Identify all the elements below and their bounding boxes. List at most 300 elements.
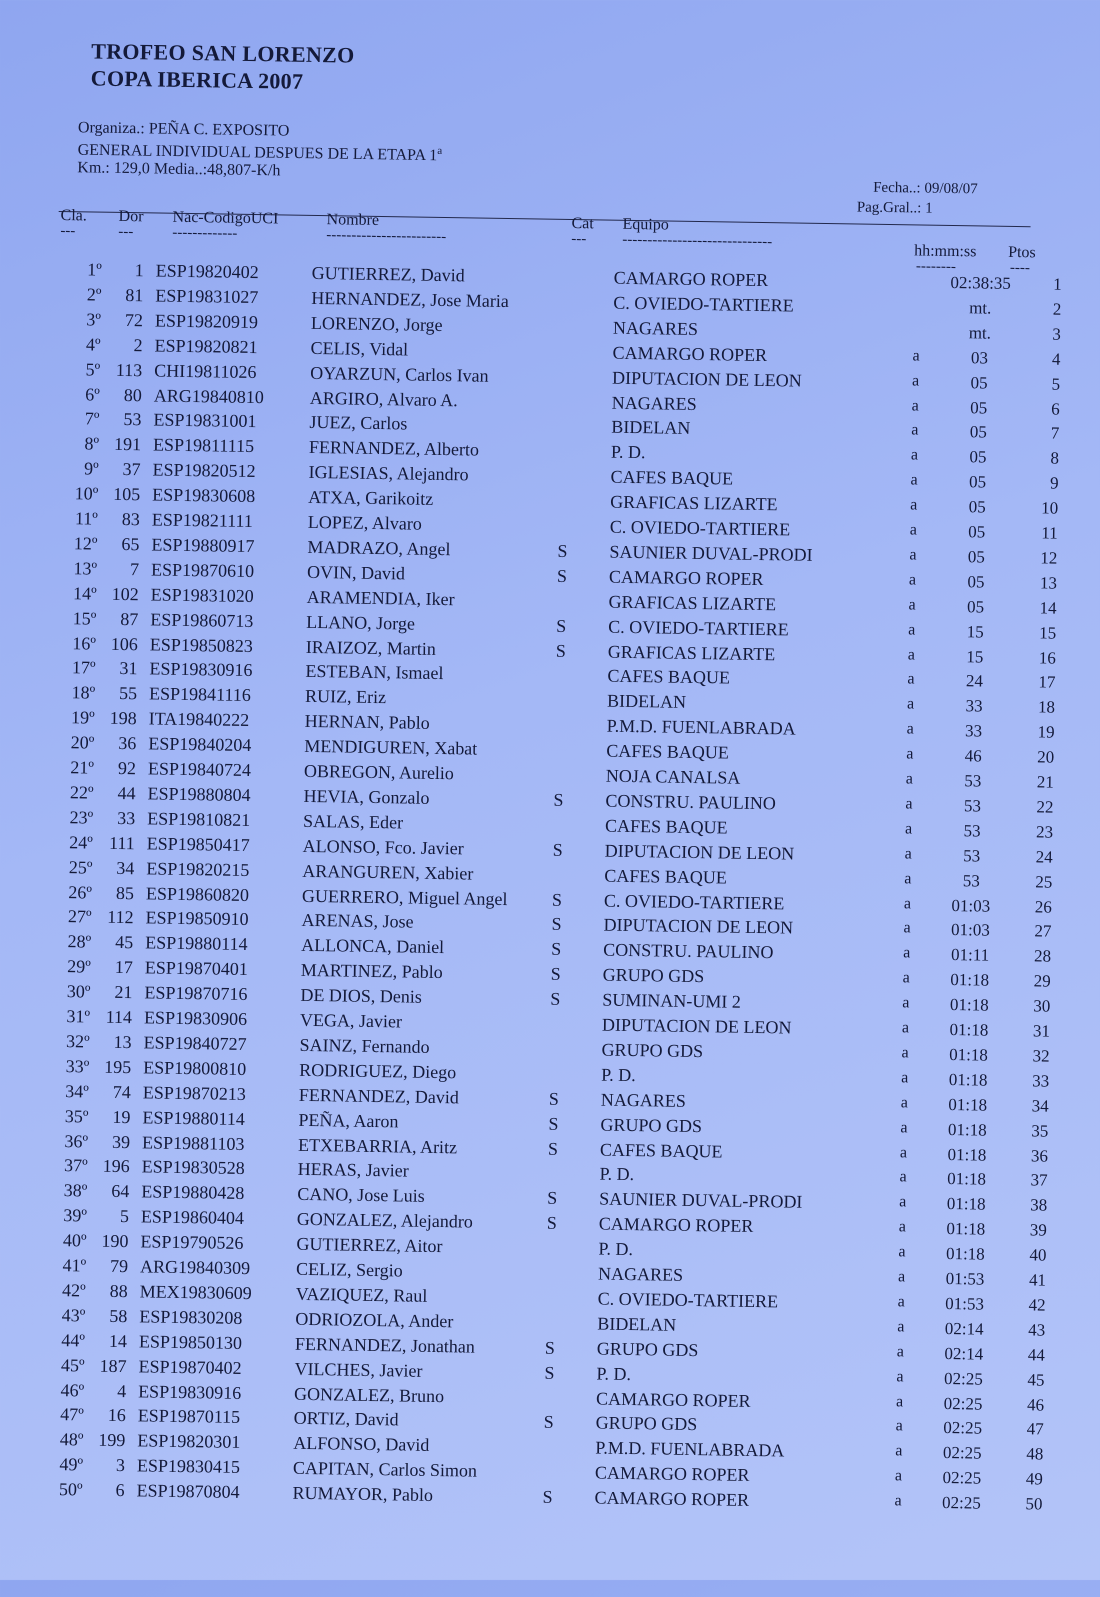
cell-bib: 198	[109, 708, 137, 729]
cell-team: P. D.	[596, 1363, 632, 1384]
cell-bib: 74	[112, 1081, 132, 1102]
cell-points: 4	[1051, 349, 1061, 369]
cell-team: GRUPO GDS	[602, 964, 705, 987]
cell-gap-marker: a	[901, 1069, 909, 1087]
cell-team: P.M.D. FUENLABRADA	[606, 715, 796, 739]
cell-team: DIPUTACION DE LEON	[603, 914, 794, 938]
cell-bib: 53	[123, 409, 142, 430]
cell-category: S	[551, 889, 563, 910]
cell-bib: 64	[111, 1181, 130, 1202]
cell-points: 8	[1050, 448, 1060, 468]
cell-category: S	[552, 839, 563, 860]
cell-points: 34	[1031, 1096, 1049, 1116]
cell-points: 25	[1035, 871, 1053, 892]
cell-bib: 19	[112, 1106, 131, 1127]
cell-rider-name: IGLESIAS, Alejandro	[308, 462, 469, 485]
cell-bib: 187	[99, 1355, 127, 1376]
cell-gap-marker: a	[910, 471, 918, 489]
cell-gap-marker: a	[900, 1093, 909, 1112]
cell-category: S	[551, 939, 562, 960]
cell-rider-name: CAPITAN, Carlos Simon	[292, 1457, 478, 1481]
cell-points: 13	[1039, 573, 1058, 593]
cell-bib: 199	[98, 1430, 126, 1451]
header-pts: Ptos	[1008, 243, 1036, 262]
cell-team: DIPUTACION DE LEON	[611, 367, 802, 391]
cell-position: 29º	[67, 956, 91, 977]
cell-time: 46	[964, 746, 982, 766]
cell-team: BIDELAN	[597, 1313, 677, 1335]
cell-bib: 36	[118, 733, 137, 754]
cell-bib: 37	[122, 459, 141, 480]
cell-bib: 191	[113, 434, 142, 455]
cell-rider-name: LOPEZ, Alvaro	[307, 511, 422, 534]
cell-bib: 3	[115, 1455, 126, 1476]
cell-position: 16º	[72, 632, 97, 654]
cell-team: CAFES BAQUE	[607, 666, 731, 688]
header-dash: -------------	[172, 224, 238, 242]
cell-time: 15	[966, 646, 984, 667]
cell-time: 02:25	[943, 1393, 983, 1414]
cell-uci-code: ESP19880917	[151, 534, 255, 556]
cell-uci-code: ESP19880428	[141, 1181, 245, 1204]
cell-rider-name: OVIN, David	[306, 561, 406, 584]
cell-points: 24	[1035, 847, 1053, 867]
cell-rider-name: MARTINEZ, Pablo	[300, 960, 443, 983]
cell-rider-name: ATXA, Garikoitz	[308, 486, 434, 509]
cell-gap-marker: a	[895, 1417, 903, 1435]
cell-points: 7	[1050, 423, 1060, 444]
cell-gap-marker: a	[900, 1118, 908, 1136]
cell-points: 47	[1026, 1419, 1044, 1439]
cell-position: 23º	[69, 806, 94, 828]
cell-gap-marker: a	[912, 347, 920, 365]
cell-points: 11	[1041, 523, 1058, 543]
cell-bib: 81	[125, 284, 144, 306]
cell-time: 01:53	[945, 1293, 985, 1314]
cell-rider-name: LLANO, Jorge	[306, 611, 416, 634]
cell-team: CAMARGO ROPER	[612, 342, 768, 365]
cell-rider-name: ARGIRO, Alvaro A.	[309, 387, 458, 410]
cell-position: 25º	[68, 856, 93, 878]
cell-team: CAFES BAQUE	[604, 815, 728, 838]
cell-gap-marker: a	[910, 446, 919, 464]
cell-time: 01:18	[947, 1144, 987, 1165]
cell-position: 11º	[74, 508, 99, 529]
cell-uci-code: ESP19870115	[137, 1405, 241, 1428]
cell-gap-marker: a	[908, 620, 916, 639]
cell-uci-code: ESP19860713	[150, 609, 254, 631]
cell-rider-name: FERNANDEZ, Jonathan	[294, 1333, 476, 1357]
cell-team: CONSTRU. PAULINO	[605, 790, 776, 814]
cell-gap-marker: a	[908, 596, 916, 614]
cell-team: CONSTRU. PAULINO	[602, 939, 774, 963]
cell-bib: 55	[118, 683, 138, 704]
cell-bib: 1	[134, 260, 144, 281]
cell-points: 26	[1034, 896, 1053, 917]
cell-team: GRUPO GDS	[601, 1039, 704, 1062]
cell-time: 05	[966, 596, 985, 617]
cell-position: 20º	[70, 732, 95, 753]
cell-gap-marker: a	[902, 994, 910, 1012]
cell-rider-name: CELIS, Vidal	[310, 337, 409, 360]
cell-bib: 195	[104, 1056, 132, 1077]
header-cat: Cat	[571, 215, 594, 233]
cell-uci-code: ESP19870402	[138, 1355, 242, 1378]
cell-uci-code: ESP19860404	[140, 1206, 245, 1229]
cell-uci-code: ESP19830906	[143, 1007, 248, 1030]
cell-position: 36º	[64, 1130, 89, 1152]
cell-time: 01:18	[950, 970, 990, 990]
cell-team: GRAFICAS LIZARTE	[610, 491, 778, 515]
cell-time: 05	[969, 422, 987, 442]
cell-points: 38	[1030, 1195, 1048, 1215]
cell-team: C. OVIEDO-TARTIERE	[603, 890, 785, 913]
cell-time: 05	[967, 547, 986, 567]
cell-bib: 31	[119, 658, 138, 679]
cell-rider-name: ALFONSO, David	[293, 1433, 430, 1456]
cell-team: GRAFICAS LIZARTE	[608, 591, 777, 614]
cell-team: SAUNIER DUVAL-PRODI	[599, 1188, 803, 1213]
cell-gap-marker: a	[906, 720, 914, 738]
cell-gap-marker: a	[898, 1243, 906, 1261]
cell-category: S	[546, 1212, 558, 1234]
cell-time: 01:11	[950, 945, 990, 965]
cell-gap-marker: a	[899, 1168, 907, 1186]
cell-category: S	[542, 1486, 553, 1507]
cell-team: CAFES BAQUE	[604, 865, 728, 888]
cell-uci-code: ESP19830528	[141, 1156, 245, 1179]
cell-position: 27º	[67, 906, 92, 927]
cell-category: S	[557, 540, 568, 561]
cell-team: DIPUTACION DE LEON	[604, 840, 795, 864]
cell-gap-marker: a	[898, 1218, 907, 1236]
cell-gap-marker: a	[902, 969, 910, 987]
cell-rider-name: MENDIGUREN, Xabat	[304, 735, 478, 759]
cell-points: 21	[1036, 772, 1054, 792]
cell-uci-code: ESP19821111	[151, 509, 254, 532]
cell-team: BIDELAN	[611, 417, 691, 439]
cell-bib: 45	[115, 932, 134, 953]
cell-points: 39	[1029, 1220, 1047, 1240]
cell-rider-name: HERAS, Javier	[297, 1159, 409, 1181]
cell-uci-code: ESP19820402	[155, 260, 259, 283]
cell-gap-marker: a	[910, 496, 918, 514]
cell-gap-marker: a	[897, 1318, 905, 1336]
cell-points: 48	[1026, 1444, 1044, 1464]
cell-time: 01:18	[946, 1219, 986, 1239]
cell-rider-name: PEÑA, Aaron	[298, 1109, 399, 1131]
cell-rider-name: SAINZ, Fernando	[299, 1034, 430, 1057]
cell-rider-name: SALAS, Eder	[302, 810, 404, 833]
cell-time: 05	[967, 572, 985, 592]
classification-superscript: a	[437, 144, 443, 157]
cell-category: S	[548, 1113, 559, 1134]
cell-rider-name: GUTIERREZ, David	[311, 262, 465, 286]
cell-points: 46	[1026, 1394, 1045, 1415]
cell-bib: 13	[113, 1031, 132, 1053]
cell-team: CAFES BAQUE	[610, 466, 734, 489]
cell-team: CAMARGO ROPER	[595, 1388, 751, 1411]
cell-position: 40º	[62, 1230, 87, 1251]
cell-time: 05	[970, 372, 988, 393]
cell-team: CAMARGO ROPER	[594, 1462, 750, 1486]
cell-gap-marker: a	[897, 1268, 906, 1286]
cell-points: 15	[1039, 622, 1057, 643]
cell-team: CAMARGO ROPER	[613, 267, 769, 291]
cell-uci-code: ESP19850823	[149, 633, 254, 656]
cell-time: 01:18	[949, 995, 989, 1015]
cell-gap-marker: a	[912, 371, 920, 390]
cell-gap-marker: a	[905, 795, 913, 813]
cell-position: 37º	[63, 1155, 88, 1176]
cell-rider-name: HEVIA, Gonzalo	[303, 785, 430, 808]
cell-team: P. D.	[598, 1238, 634, 1260]
cell-time: mt.	[968, 323, 992, 343]
cell-uci-code: ESP19830608	[152, 484, 256, 507]
cell-category: S	[551, 914, 562, 935]
cell-team: C. OVIEDO-TARTIERE	[609, 516, 791, 540]
page-number: Pag.Gral..: 1	[856, 199, 933, 217]
cell-time: 01:18	[945, 1244, 985, 1264]
cell-bib: 21	[114, 982, 133, 1003]
cell-gap-marker: a	[897, 1293, 905, 1311]
cell-time: 53	[963, 845, 981, 866]
cell-category: S	[555, 640, 567, 661]
cell-bib: 58	[109, 1305, 128, 1326]
cell-position: 8º	[84, 433, 100, 454]
cell-team: P. D.	[610, 441, 646, 463]
cell-points: 33	[1032, 1071, 1050, 1091]
cell-position: 30º	[66, 981, 91, 1002]
cell-gap-marker: a	[907, 645, 916, 663]
cell-uci-code: ESP19830916	[149, 658, 253, 681]
header-uci: Nac-CodigoUCI	[172, 208, 279, 228]
cell-time: 53	[962, 870, 980, 891]
cell-uci-code: ESP19870213	[142, 1082, 247, 1104]
cell-position: 7º	[84, 408, 100, 430]
cell-position: 17º	[71, 657, 96, 678]
cell-points: 5	[1051, 374, 1061, 394]
cell-rider-name: ARAMENDIA, Iker	[306, 586, 455, 609]
cell-bib: 17	[114, 957, 133, 978]
cell-rider-name: ALONSO, Fco. Javier	[302, 835, 464, 859]
cell-bib: 6	[115, 1480, 125, 1501]
cell-uci-code: ESP19880804	[147, 783, 251, 805]
cell-gap-marker: a	[909, 521, 918, 539]
cell-points: 32	[1032, 1046, 1050, 1066]
cell-uci-code: ARG19840810	[153, 384, 264, 407]
cell-points: 19	[1037, 722, 1055, 742]
cell-bib: 105	[113, 483, 141, 505]
cell-position: 44º	[61, 1329, 86, 1351]
header-dor: Dor	[118, 207, 144, 226]
header-equipo: Equipo	[622, 215, 669, 234]
cell-uci-code: ESP19860820	[145, 882, 250, 905]
cell-time: 05	[968, 497, 986, 517]
page-title: TROFEO SAN LORENZO	[91, 38, 355, 68]
cell-time: 01:03	[951, 895, 991, 916]
cell-rider-name: OBREGON, Aurelio	[303, 760, 455, 784]
cell-bib: 7	[129, 558, 140, 580]
cell-position: 3º	[86, 309, 102, 330]
cell-rider-name: IRAIZOZ, Martin	[305, 636, 437, 659]
cell-category: S	[544, 1337, 556, 1358]
cell-points: 12	[1040, 548, 1058, 568]
cell-rider-name: VILCHES, Javier	[294, 1358, 423, 1381]
cell-uci-code: ESP19881103	[141, 1131, 245, 1154]
cell-gap-marker: a	[894, 1492, 902, 1510]
cell-time: 01:53	[945, 1269, 985, 1289]
cell-position: 38º	[63, 1180, 88, 1201]
cell-time: 05	[968, 522, 986, 542]
cell-position: 14º	[72, 582, 97, 604]
cell-bib: 5	[119, 1206, 130, 1227]
cell-bib: 190	[101, 1230, 129, 1252]
cell-rider-name: VEGA, Javier	[299, 1009, 403, 1032]
distance-speed-line: Km.: 129,0 Media..:48,807-K/h	[77, 159, 281, 180]
cell-position: 21º	[70, 757, 95, 778]
cell-team: P.M.D. FUENLABRADA	[595, 1437, 785, 1461]
cell-category: S	[556, 615, 567, 636]
cell-gap-marker: a	[899, 1143, 908, 1161]
cell-bib: 34	[116, 857, 135, 878]
cell-gap-marker: a	[896, 1342, 905, 1361]
cell-team: GRUPO GDS	[596, 1338, 699, 1360]
cell-time: 53	[963, 796, 982, 816]
cell-rider-name: ALLONCA, Daniel	[301, 935, 445, 958]
cell-points: 6	[1051, 399, 1060, 419]
cell-category: S	[548, 1088, 559, 1109]
cell-rider-name: CANO, Jose Luis	[297, 1184, 425, 1207]
cell-time: 02:25	[942, 1443, 982, 1463]
cell-bib: 33	[117, 807, 136, 829]
cell-rider-name: RODRIGUEZ, Diego	[299, 1059, 457, 1083]
cell-gap-marker: a	[894, 1467, 903, 1485]
cell-bib: 92	[117, 757, 137, 779]
cell-rider-name: GUERRERO, Miguel Angel	[301, 885, 508, 909]
cell-gap-marker: a	[911, 396, 919, 414]
cell-bib: 14	[108, 1330, 128, 1351]
cell-position: 35º	[64, 1105, 89, 1127]
cell-gap-marker: a	[909, 546, 917, 564]
cell-position: 1º	[87, 259, 102, 280]
cell-rider-name: DE DIOS, Denis	[300, 984, 423, 1007]
cell-team: C. OVIEDO-TARTIERE	[597, 1288, 779, 1312]
cell-rider-name: LORENZO, Jorge	[310, 312, 443, 335]
cell-uci-code: ESP19820919	[154, 310, 259, 332]
cell-bib: 113	[115, 359, 143, 380]
cell-uci-code: ESP19790526	[140, 1231, 244, 1254]
cell-points: 43	[1028, 1320, 1046, 1340]
cell-position: 5º	[85, 358, 101, 380]
cell-bib: 102	[111, 583, 139, 604]
cell-position: 41º	[62, 1255, 87, 1276]
cell-points: 14	[1039, 598, 1057, 618]
cell-points: 41	[1028, 1270, 1047, 1290]
cell-points: 40	[1029, 1245, 1047, 1265]
cell-time: 53	[964, 771, 982, 791]
cell-team: BIDELAN	[606, 690, 687, 713]
cell-time: 01:18	[949, 1020, 989, 1040]
cell-team: NOJA CANALSA	[605, 765, 741, 788]
cell-rider-name: HERNANDEZ, Jose Maria	[311, 287, 509, 311]
cell-gap-marker: a	[911, 421, 919, 439]
cell-time: 03	[970, 347, 989, 368]
cell-team: SAUNIER DUVAL-PRODI	[609, 541, 813, 565]
cell-uci-code: ITA19840222	[148, 708, 250, 731]
cell-time: 15	[966, 621, 984, 642]
cell-gap-marker: a	[895, 1442, 903, 1460]
cell-points: 45	[1027, 1369, 1045, 1390]
cell-gap-marker: a	[907, 670, 915, 688]
cell-position: 46º	[60, 1379, 85, 1400]
cell-gap-marker: a	[901, 1044, 909, 1062]
cell-position: 50º	[58, 1479, 83, 1500]
cell-uci-code: ESP19820215	[146, 858, 250, 880]
header-dash: ---	[60, 222, 76, 240]
cell-uci-code: ESP19870610	[150, 559, 255, 581]
cell-position: 4º	[85, 334, 101, 355]
cell-team: GRAFICAS LIZARTE	[607, 641, 776, 664]
cell-time: 01:18	[946, 1194, 986, 1214]
cell-points: 3	[1052, 324, 1062, 344]
cell-points: 17	[1038, 672, 1056, 693]
cell-team: P. D.	[601, 1064, 636, 1085]
cell-position: 15º	[72, 607, 97, 629]
cell-points: 36	[1030, 1145, 1049, 1166]
cell-time: 01:03	[950, 920, 991, 941]
cell-team: CAFES BAQUE	[599, 1139, 723, 1161]
cell-rider-name: GONZALEZ, Alejandro	[296, 1209, 473, 1232]
cell-bib: 39	[111, 1131, 131, 1152]
cell-points: 37	[1030, 1170, 1048, 1190]
cell-uci-code: ARG19840309	[139, 1256, 251, 1279]
cell-position: 31º	[66, 1006, 91, 1027]
cell-gap-marker: a	[904, 845, 912, 863]
cell-uci-code: MEX19830609	[139, 1281, 252, 1304]
cell-position: 26º	[68, 881, 93, 903]
cell-position: 13º	[73, 558, 98, 579]
cell-category: S	[550, 988, 561, 1010]
cell-points: 22	[1036, 797, 1054, 817]
cell-uci-code: ESP19880114	[142, 1106, 245, 1129]
cell-gap-marker: a	[903, 944, 911, 962]
cell-team: CAMARGO ROPER	[608, 566, 764, 589]
cell-time: 02:14	[944, 1343, 984, 1364]
cell-uci-code: ESP19870716	[144, 982, 248, 1005]
cell-points: 28	[1033, 946, 1052, 966]
cell-position: 45º	[60, 1354, 85, 1376]
cell-position: 19º	[70, 707, 95, 728]
cell-gap-marker: a	[901, 1019, 910, 1037]
cell-gap-marker: a	[905, 770, 914, 788]
cell-rider-name: FERNANDEZ, David	[298, 1084, 459, 1108]
cell-bib: 85	[115, 882, 135, 903]
cell-gap-marker: a	[903, 919, 911, 937]
cell-bib: 111	[108, 832, 135, 853]
header-time: hh:mm:ss	[914, 242, 977, 261]
cell-points: 35	[1031, 1120, 1049, 1141]
cell-rider-name: ESTEBAN, Ismael	[305, 661, 444, 684]
cell-position: 9º	[83, 458, 99, 479]
cell-team: CAFES BAQUE	[606, 740, 729, 763]
cell-bib: 196	[102, 1156, 130, 1177]
cell-position: 49º	[59, 1454, 84, 1475]
cell-uci-code: ESP19880114	[145, 932, 248, 955]
cell-position: 42º	[61, 1280, 86, 1301]
cell-gap-marker: a	[904, 869, 912, 888]
cell-rider-name: ETXEBARRIA, Aritz	[297, 1134, 458, 1157]
